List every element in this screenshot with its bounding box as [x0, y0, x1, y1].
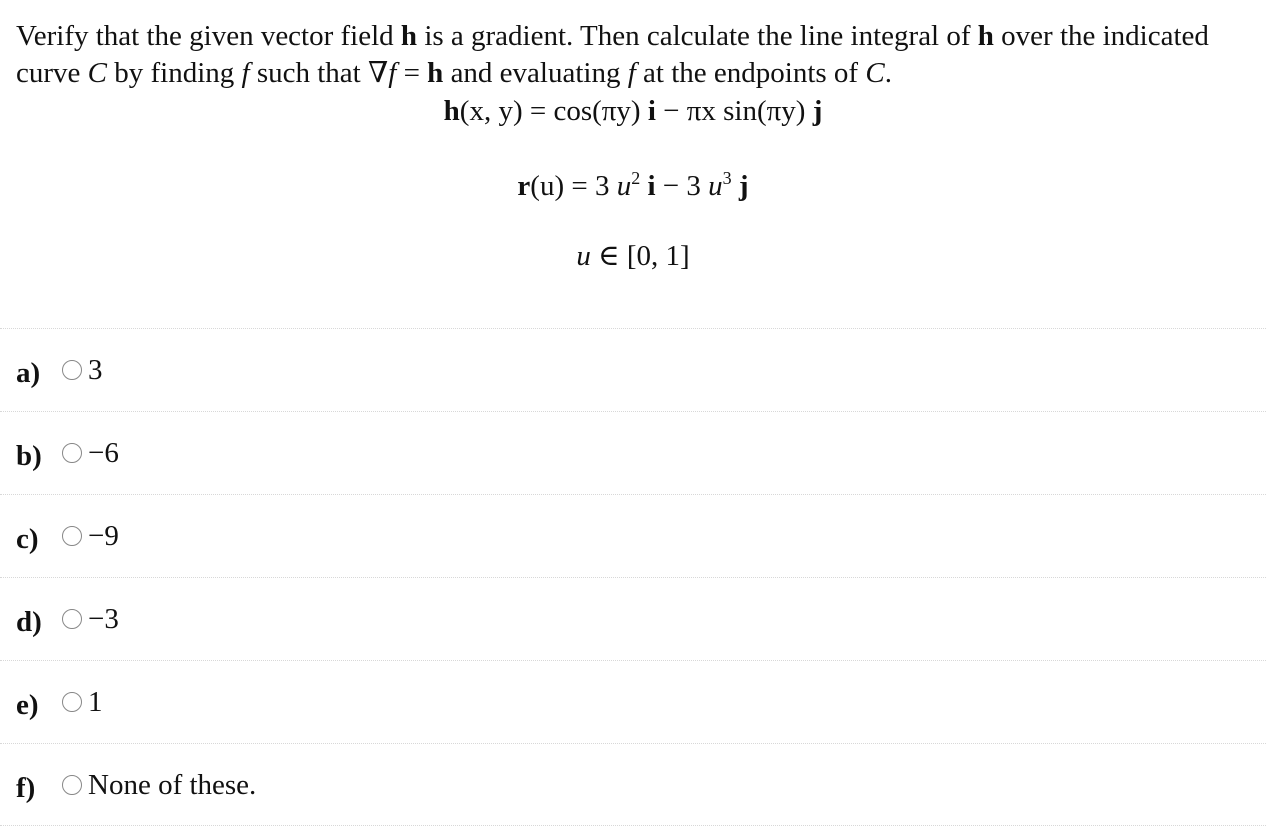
variable-u: u	[616, 170, 632, 202]
option-label: d)	[16, 606, 42, 638]
range-text: ∈ [0, 1]	[590, 240, 690, 272]
curve-c: C	[865, 57, 885, 89]
question-part: at the endpoints of	[635, 57, 866, 89]
question-part: such that	[249, 57, 368, 89]
option-label: a)	[16, 357, 41, 389]
exponent: 2	[631, 168, 641, 188]
unit-vector-i: i	[647, 170, 656, 202]
radio-button[interactable]	[62, 775, 82, 795]
question-part: over the indicated curve	[16, 20, 1209, 89]
curve-formula	[0, 168, 1266, 205]
formula-part: − 3	[655, 170, 709, 202]
option-value: −3	[88, 603, 119, 635]
option-value: −9	[88, 520, 119, 552]
option-value: −6	[88, 437, 119, 469]
vector-h: h	[977, 20, 994, 52]
vector-h: h	[427, 57, 444, 89]
option-label: e)	[16, 689, 39, 721]
option-b[interactable]	[0, 411, 1266, 494]
formula-part: − πx sin(πy)	[655, 95, 813, 127]
unit-vector-i: i	[647, 95, 656, 127]
question-part: is a gradient. Then calculate the line integral of	[417, 20, 978, 52]
answer-options	[0, 328, 1266, 826]
option-value: None of these.	[88, 769, 257, 801]
question-text	[16, 18, 1246, 92]
option-e[interactable]	[0, 660, 1266, 743]
question-part: and evaluating	[443, 57, 628, 89]
formula-part: (u) = 3	[530, 170, 617, 202]
option-a[interactable]	[0, 328, 1266, 411]
option-value: 3	[88, 354, 103, 386]
option-label: f)	[16, 772, 36, 804]
formula-r: r	[517, 170, 531, 202]
function-f: f	[241, 57, 250, 89]
option-c[interactable]	[0, 494, 1266, 577]
option-d[interactable]	[0, 577, 1266, 660]
variable-u: u	[708, 170, 723, 202]
gradient-symbol: ∇	[368, 57, 389, 89]
vector-h: h	[400, 20, 418, 52]
radio-button[interactable]	[62, 526, 82, 546]
question-period: .	[884, 57, 892, 89]
exponent: 3	[722, 168, 732, 188]
unit-vector-j: j	[812, 95, 823, 127]
function-f: f	[388, 57, 397, 89]
parameter-range	[0, 238, 1266, 275]
curve-c: C	[87, 57, 107, 89]
variable-u: u	[576, 240, 591, 272]
function-f: f	[627, 57, 636, 89]
formula-h: h	[443, 95, 460, 127]
equals-sign: =	[396, 57, 428, 89]
radio-button[interactable]	[62, 360, 82, 380]
vector-field-formula	[0, 93, 1266, 130]
formula-part: (x, y) = cos(πy)	[459, 95, 648, 127]
question-part: Verify that the given vector field	[16, 20, 401, 52]
option-label: b)	[16, 440, 42, 472]
unit-vector-j: j	[738, 170, 749, 202]
question-part: by finding	[107, 57, 242, 89]
radio-button[interactable]	[62, 609, 82, 629]
option-f[interactable]	[0, 743, 1266, 826]
option-label: c)	[16, 523, 39, 555]
radio-button[interactable]	[62, 443, 82, 463]
radio-button[interactable]	[62, 692, 82, 712]
option-value: 1	[88, 686, 103, 718]
